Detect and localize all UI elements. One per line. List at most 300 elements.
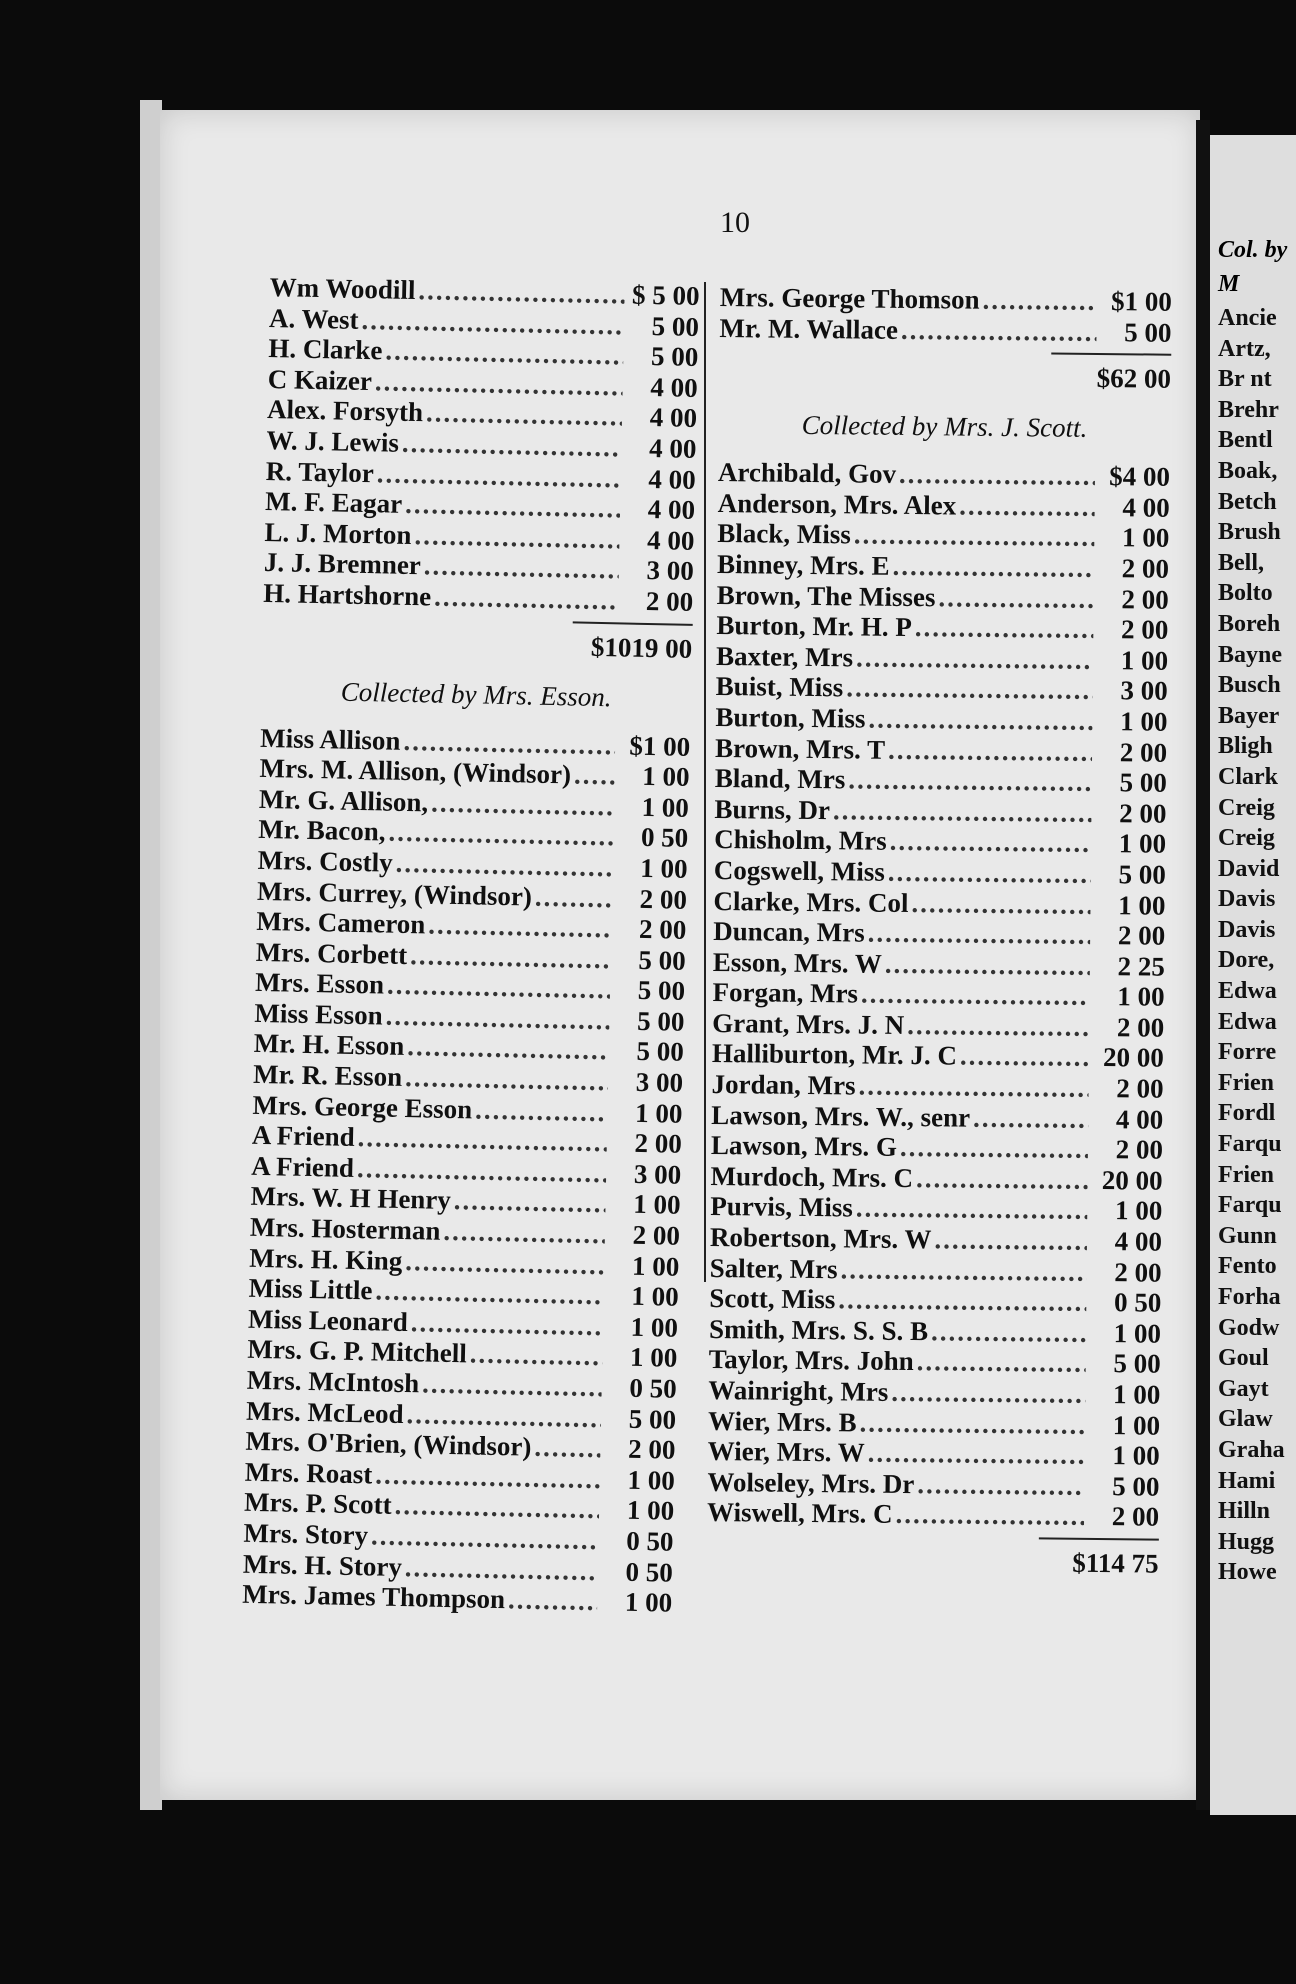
entry-row bbox=[718, 457, 1170, 492]
next-page-header-line: M bbox=[1218, 271, 1240, 297]
entry-amount: 1 00 bbox=[631, 1281, 679, 1312]
entry-row bbox=[716, 671, 1168, 706]
entry-row bbox=[707, 1497, 1159, 1532]
next-page-line: Forre bbox=[1218, 1039, 1277, 1066]
dot-leader bbox=[885, 948, 1090, 981]
entry-amount: 2 00 bbox=[645, 585, 694, 617]
next-page-line: Artz, bbox=[1218, 335, 1271, 362]
dot-leader bbox=[371, 1520, 599, 1555]
right-top-total: $62 00 bbox=[1096, 363, 1172, 394]
next-page-line: Frien bbox=[1218, 1161, 1274, 1188]
entry-name: Wier, Mrs. B bbox=[707, 1405, 857, 1438]
dot-leader bbox=[848, 764, 1092, 797]
dot-leader bbox=[938, 582, 1094, 614]
entry-name: Cogswell, Miss bbox=[713, 854, 885, 887]
next-page-lines bbox=[1210, 303, 1296, 1588]
entry-row bbox=[707, 1467, 1159, 1502]
entry-name: Mrs. McIntosh bbox=[246, 1364, 420, 1399]
entry-row bbox=[719, 313, 1171, 348]
entry-name: A Friend bbox=[251, 1120, 355, 1153]
entry-name: Grant, Mrs. J. N bbox=[712, 1007, 905, 1040]
dot-leader bbox=[917, 1469, 1084, 1501]
entry-name: Chisholm, Mrs bbox=[714, 824, 887, 857]
next-page-line: Busch bbox=[1218, 672, 1281, 699]
entry-row bbox=[710, 1253, 1162, 1288]
dot-leader bbox=[868, 1438, 1085, 1471]
next-page-line: Hilln bbox=[1218, 1498, 1271, 1525]
entry-name: Mr. R. Esson bbox=[252, 1058, 403, 1093]
dot-leader bbox=[377, 458, 622, 494]
entry-amount: 3 00 bbox=[1120, 675, 1168, 707]
entry-name: Mrs. H. Story bbox=[242, 1548, 403, 1582]
dot-leader bbox=[443, 1216, 605, 1250]
entry-row bbox=[711, 1100, 1163, 1135]
column-divider bbox=[704, 282, 706, 1282]
entry-amount: 4 00 bbox=[648, 463, 697, 495]
entry-name: Robertson, Mrs. W bbox=[709, 1221, 932, 1255]
dot-leader bbox=[868, 918, 1091, 951]
entry-amount: 0 50 bbox=[625, 1556, 674, 1588]
entry-name: Duncan, Mrs bbox=[713, 916, 865, 948]
entry-row bbox=[717, 549, 1169, 584]
entry-name: A Friend bbox=[250, 1150, 355, 1183]
entry-amount: 2 25 bbox=[1117, 950, 1166, 982]
entry-amount: 2 00 bbox=[1117, 920, 1166, 951]
next-page-line: Ancie bbox=[1218, 305, 1277, 331]
dot-leader bbox=[470, 1339, 603, 1372]
entry-amount: 1 00 bbox=[630, 1311, 679, 1343]
entry-amount: 0 50 bbox=[625, 1525, 674, 1557]
dot-leader bbox=[406, 1399, 601, 1434]
entry-name: Mrs. George Esson bbox=[252, 1089, 473, 1125]
entry-name: Alex. Forsyth bbox=[266, 394, 424, 428]
entry-name: Lawson, Mrs. G bbox=[710, 1130, 898, 1163]
entry-amount: 5 00 bbox=[1118, 859, 1166, 890]
entry-amount: 1 00 bbox=[1121, 522, 1170, 554]
entry-name: Esson, Mrs. W bbox=[712, 946, 883, 979]
next-page-line: Edwa bbox=[1218, 978, 1277, 1005]
entry-amount: 1 00 bbox=[1114, 1195, 1163, 1227]
next-page-line: Brush bbox=[1218, 519, 1281, 546]
dot-leader bbox=[535, 881, 613, 913]
entry-name: Mrs. Currey, (Windsor) bbox=[256, 875, 533, 912]
entry-amount: 1 00 bbox=[1120, 706, 1168, 737]
dot-leader bbox=[891, 1377, 1085, 1410]
entry-amount: 5 00 bbox=[636, 1005, 685, 1037]
next-page-header bbox=[1210, 235, 1296, 303]
next-page-line: Fento bbox=[1218, 1253, 1277, 1280]
dot-leader bbox=[890, 826, 1092, 859]
left-top-entries bbox=[263, 272, 700, 617]
entry-name: Brown, The Misses bbox=[716, 579, 936, 612]
dot-leader bbox=[840, 1254, 1086, 1287]
entry-amount: 20 00 bbox=[1102, 1042, 1165, 1074]
entry-row bbox=[714, 855, 1166, 890]
entry-row bbox=[717, 580, 1169, 615]
entry-row bbox=[714, 824, 1166, 859]
dot-leader bbox=[414, 520, 620, 555]
entry-name: Mrs. G. P. Mitchell bbox=[247, 1334, 468, 1369]
entry-row bbox=[711, 1130, 1163, 1165]
entry-row bbox=[717, 518, 1169, 553]
dot-leader bbox=[424, 551, 620, 586]
entry-row bbox=[709, 1283, 1161, 1318]
entry-name: Halliburton, Mr. J. C bbox=[711, 1038, 958, 1071]
dot-leader bbox=[426, 398, 623, 433]
dot-leader bbox=[385, 1000, 609, 1035]
entry-name: Mrs. George Thomson bbox=[719, 282, 980, 315]
entry-name: Mrs. M. Allison, (Windsor) bbox=[259, 753, 572, 790]
next-page-line: Bayer bbox=[1218, 702, 1280, 729]
entry-amount: $ 5 00 bbox=[631, 279, 700, 311]
dot-leader bbox=[388, 817, 613, 852]
dot-leader bbox=[403, 725, 615, 760]
dot-leader bbox=[422, 1368, 602, 1402]
left-column bbox=[242, 272, 700, 1618]
page-number: 10 bbox=[720, 206, 750, 239]
next-page-line: Goul bbox=[1218, 1345, 1269, 1372]
next-page-line: Betch bbox=[1218, 488, 1277, 515]
dot-leader bbox=[858, 1071, 1088, 1104]
entry-amount: 4 00 bbox=[646, 524, 695, 556]
dot-leader bbox=[888, 857, 1091, 890]
entry-amount: 2 00 bbox=[1115, 1134, 1164, 1165]
entry-amount: 1 00 bbox=[626, 1495, 675, 1527]
next-page-line: Forha bbox=[1218, 1284, 1281, 1310]
entry-name: Taylor, Mrs. John bbox=[708, 1344, 914, 1377]
entry-amount: 1 00 bbox=[1117, 981, 1165, 1012]
next-page-line: Creig bbox=[1218, 794, 1275, 821]
next-page-line: Farqu bbox=[1218, 1192, 1282, 1219]
entry-amount: 2 00 bbox=[1116, 1012, 1165, 1043]
entry-row bbox=[720, 282, 1172, 317]
dot-leader bbox=[899, 459, 1095, 492]
dot-leader bbox=[410, 940, 611, 975]
dot-leader bbox=[854, 520, 1095, 553]
right-top-rule bbox=[1051, 353, 1171, 356]
entry-amount: 1 00 bbox=[624, 1586, 673, 1618]
dot-leader bbox=[859, 1407, 1085, 1440]
entry-amount: 1 00 bbox=[1118, 828, 1167, 860]
entry-row bbox=[710, 1191, 1162, 1226]
entry-name: Burton, Mr. H. P bbox=[716, 610, 913, 643]
next-page-line: Boreh bbox=[1218, 610, 1281, 637]
entry-row bbox=[716, 610, 1168, 645]
dot-leader bbox=[385, 336, 624, 372]
entry-name: Salter, Mrs bbox=[709, 1252, 838, 1284]
next-page-line: Bligh bbox=[1218, 733, 1273, 760]
entry-name: Mrs. O'Brien, (Windsor) bbox=[245, 1425, 532, 1462]
entry-row bbox=[708, 1406, 1160, 1441]
dot-leader bbox=[428, 910, 612, 944]
right-column bbox=[706, 282, 1172, 1581]
entry-name: Jordan, Mrs bbox=[711, 1069, 856, 1101]
next-page-line: Frien bbox=[1218, 1069, 1274, 1096]
book-gutter bbox=[1196, 120, 1210, 1810]
entry-name: Forgan, Mrs bbox=[712, 977, 859, 1009]
next-page-header-line: Col. by bbox=[1218, 237, 1288, 263]
entry-amount: 2 00 bbox=[1111, 1501, 1160, 1533]
next-page-line: Brehr bbox=[1218, 396, 1279, 423]
dot-leader bbox=[395, 848, 613, 883]
left-section-heading: Collected by Mrs. Esson. bbox=[340, 676, 612, 712]
entry-name: Lawson, Mrs. W., senr bbox=[711, 1099, 971, 1133]
entry-name: R. Taylor bbox=[265, 455, 375, 488]
right-top-entries bbox=[719, 282, 1172, 348]
entry-amount: 4 00 bbox=[1114, 1226, 1163, 1257]
entry-name: Wainright, Mrs bbox=[708, 1374, 889, 1407]
dot-leader bbox=[407, 1032, 609, 1067]
dot-leader bbox=[895, 1499, 1084, 1532]
entry-amount: 1 00 bbox=[1112, 1379, 1161, 1410]
dot-leader bbox=[856, 1193, 1088, 1226]
entry-amount: $4 00 bbox=[1109, 461, 1171, 492]
entry-name: Anderson, Mrs. Alex bbox=[717, 487, 957, 521]
entry-name: Wier, Mrs. W bbox=[707, 1436, 865, 1468]
entry-name: Bland, Mrs bbox=[714, 763, 846, 795]
dot-leader bbox=[475, 1094, 608, 1127]
entry-amount: 0 50 bbox=[629, 1372, 678, 1404]
entry-name: A. West bbox=[268, 302, 359, 335]
next-page-line: Bentl bbox=[1218, 427, 1273, 454]
dot-leader bbox=[434, 581, 619, 615]
entry-name: L. J. Morton bbox=[264, 516, 412, 550]
dot-leader bbox=[846, 673, 1093, 706]
right-grand-total: $114 75 bbox=[1072, 1547, 1159, 1579]
dot-leader bbox=[418, 275, 625, 310]
entry-amount: 1 00 bbox=[632, 1189, 681, 1221]
entry-name: Mrs. McLeod bbox=[245, 1395, 404, 1429]
entry-amount: 2 00 bbox=[1116, 1073, 1164, 1104]
entry-name: Baxter, Mrs bbox=[715, 640, 854, 673]
entry-amount: 0 50 bbox=[640, 822, 689, 854]
entry-amount: 2 00 bbox=[639, 883, 688, 915]
entry-amount: 4 00 bbox=[647, 494, 696, 526]
next-page-line: Gayt bbox=[1218, 1375, 1269, 1402]
right-section-heading: Collected by Mrs. J. Scott. bbox=[801, 410, 1088, 444]
dot-leader bbox=[861, 979, 1090, 1012]
entry-amount: 0 50 bbox=[1113, 1287, 1162, 1318]
entry-name: Scott, Miss bbox=[709, 1283, 836, 1315]
dot-leader bbox=[838, 1285, 1086, 1318]
dot-leader bbox=[916, 1163, 1088, 1195]
entry-name: Mrs. James Thompson bbox=[241, 1578, 506, 1615]
entry-amount: 5 00 bbox=[637, 975, 686, 1007]
entry-name: Mrs. Roast bbox=[244, 1456, 373, 1490]
next-page-line: Fordl bbox=[1218, 1100, 1276, 1127]
entry-amount: 1 00 bbox=[627, 1464, 676, 1496]
entry-amount: 4 00 bbox=[649, 402, 698, 434]
dot-leader bbox=[959, 490, 1095, 522]
entry-name: Miss Leonard bbox=[247, 1303, 409, 1337]
entry-amount: 3 00 bbox=[635, 1066, 684, 1098]
entry-name: Clarke, Mrs. Col bbox=[713, 885, 909, 918]
entry-name: Miss Little bbox=[248, 1272, 373, 1306]
entry-row bbox=[718, 488, 1170, 523]
dot-leader bbox=[856, 642, 1093, 675]
entry-amount: 3 00 bbox=[646, 555, 695, 587]
right-total-rule bbox=[1039, 1537, 1159, 1540]
entry-row bbox=[712, 1008, 1164, 1043]
dot-leader bbox=[387, 970, 611, 1005]
left-entries bbox=[242, 722, 690, 1618]
entry-row bbox=[715, 733, 1167, 768]
entry-amount: 5 00 bbox=[651, 310, 700, 342]
entry-amount: 2 00 bbox=[1119, 797, 1167, 829]
page-edge-stack bbox=[140, 100, 162, 1810]
entry-name: Miss Allison bbox=[259, 722, 401, 756]
dot-leader bbox=[900, 1132, 1088, 1165]
entry-amount: 1 00 bbox=[1112, 1409, 1161, 1441]
entry-name: Purvis, Miss bbox=[710, 1191, 853, 1223]
next-page-line: Edwa bbox=[1218, 1008, 1277, 1035]
entry-name: Mrs. H. King bbox=[249, 1242, 403, 1276]
next-page-line: Godw bbox=[1218, 1314, 1280, 1341]
entry-amount: 1 00 bbox=[641, 761, 690, 793]
dot-leader bbox=[405, 1246, 605, 1281]
entry-name: Miss Esson bbox=[254, 997, 384, 1031]
entry-name: Mrs. Story bbox=[243, 1517, 369, 1551]
entry-name: Burton, Miss bbox=[715, 701, 866, 734]
dot-leader bbox=[907, 1010, 1089, 1042]
dot-leader bbox=[888, 734, 1092, 767]
entry-amount: 20 00 bbox=[1101, 1164, 1163, 1196]
entry-name: M. F. Eagar bbox=[264, 486, 403, 519]
entry-name: Wiswell, Mrs. C bbox=[706, 1497, 893, 1530]
entry-amount: 2 00 bbox=[627, 1433, 676, 1465]
next-page-line: Davis bbox=[1218, 916, 1276, 943]
entry-amount: 4 00 bbox=[650, 371, 698, 403]
dot-leader bbox=[394, 1490, 599, 1525]
entry-name: Mrs. W. H Henry bbox=[250, 1181, 452, 1216]
entry-row bbox=[713, 885, 1165, 920]
entry-amount: 1 00 bbox=[641, 791, 690, 823]
entry-amount: 2 00 bbox=[1114, 1256, 1162, 1288]
entry-amount: 2 00 bbox=[638, 913, 687, 945]
entry-amount: 5 00 bbox=[638, 944, 686, 976]
entry-name: Mr. H. Esson bbox=[253, 1028, 405, 1062]
entry-name: H. Clarke bbox=[268, 333, 383, 366]
entry-row bbox=[709, 1314, 1161, 1349]
next-page-line: Glaw bbox=[1218, 1406, 1273, 1433]
entry-row bbox=[714, 794, 1166, 829]
entry-row bbox=[708, 1375, 1160, 1410]
dot-leader bbox=[833, 795, 1092, 828]
entry-row bbox=[710, 1161, 1162, 1196]
entry-name: J. J. Bremner bbox=[263, 547, 422, 581]
entry-amount: 4 00 bbox=[648, 432, 697, 464]
entry-amount: 2 00 bbox=[632, 1219, 681, 1251]
entry-amount: 5 00 bbox=[1113, 1348, 1161, 1380]
entry-name: Murdoch, Mrs. C bbox=[710, 1160, 914, 1193]
next-page-line: Hugg bbox=[1218, 1528, 1275, 1555]
dot-leader bbox=[410, 1307, 603, 1342]
entry-amount: 2 00 bbox=[1121, 553, 1170, 584]
entry-row bbox=[712, 1038, 1164, 1073]
next-page-line: Davis bbox=[1218, 886, 1276, 913]
entry-name: Smith, Mrs. S. S. B bbox=[708, 1313, 929, 1347]
entry-name: Wm Woodill bbox=[269, 272, 416, 306]
entry-name: Black, Miss bbox=[717, 518, 852, 550]
next-page-line: Bolto bbox=[1218, 580, 1273, 607]
dot-leader bbox=[868, 704, 1092, 737]
entry-row bbox=[713, 916, 1165, 951]
entry-amount: 1 00 bbox=[1113, 1317, 1162, 1349]
entry-row bbox=[708, 1436, 1160, 1471]
entry-amount: 1 00 bbox=[640, 852, 688, 884]
dot-leader bbox=[405, 1552, 599, 1587]
next-page-line: Br nt bbox=[1218, 366, 1272, 393]
next-page-fragment bbox=[1210, 135, 1296, 1815]
entry-name: Mr. Bacon, bbox=[258, 814, 386, 847]
entry-amount: 1 00 bbox=[1120, 644, 1169, 676]
entry-name: Archibald, Gov bbox=[717, 457, 897, 490]
next-page-line: Graha bbox=[1218, 1436, 1285, 1463]
dot-leader bbox=[375, 1459, 600, 1494]
entry-amount: 2 00 bbox=[634, 1128, 683, 1160]
entry-name: Mr. G. Allison, bbox=[258, 783, 429, 818]
entry-name: Mrs. Hosterman bbox=[249, 1211, 441, 1246]
entry-amount: 5 00 bbox=[1124, 316, 1172, 348]
entry-row bbox=[713, 947, 1165, 982]
dot-leader bbox=[982, 285, 1097, 317]
entry-amount: 1 00 bbox=[629, 1342, 678, 1374]
entry-row bbox=[716, 641, 1168, 676]
next-page-line: Hami bbox=[1218, 1467, 1276, 1494]
dot-leader bbox=[508, 1584, 598, 1616]
entry-name: Wolseley, Mrs. Dr bbox=[707, 1466, 915, 1499]
entry-amount: 5 00 bbox=[1119, 767, 1167, 798]
entry-amount: 5 00 bbox=[628, 1403, 677, 1435]
entry-amount: $1 00 bbox=[629, 730, 691, 762]
entry-name: Binney, Mrs. E bbox=[716, 548, 890, 581]
entry-name: Mrs. Corbett bbox=[255, 936, 408, 970]
entry-name: H. Hartshorne bbox=[262, 577, 432, 612]
entry-name: C Kaizer bbox=[267, 363, 373, 396]
entry-name: Mrs. Esson bbox=[254, 967, 385, 1000]
entry-name: Mr. M. Wallace bbox=[719, 312, 899, 345]
next-page-line: Dore, bbox=[1218, 947, 1275, 974]
dot-leader bbox=[911, 888, 1090, 920]
entry-amount: 5 00 bbox=[636, 1036, 685, 1068]
entry-amount: 2 00 bbox=[1121, 583, 1169, 615]
dot-leader bbox=[934, 1224, 1087, 1256]
entry-amount: 4 00 bbox=[1122, 492, 1170, 523]
entry-name: Buist, Miss bbox=[715, 671, 844, 703]
next-page-line: Boak, bbox=[1218, 457, 1278, 484]
left-top-total: $1019 00 bbox=[590, 631, 693, 664]
dot-leader bbox=[454, 1185, 606, 1219]
entry-name: Burns, Dr bbox=[714, 793, 831, 825]
entry-name: W. J. Lewis bbox=[266, 424, 400, 458]
next-page-line: Howe bbox=[1218, 1559, 1277, 1586]
dot-leader bbox=[405, 1062, 609, 1097]
dot-leader bbox=[431, 787, 614, 821]
entry-row bbox=[709, 1344, 1161, 1379]
next-page-line: Creig bbox=[1218, 825, 1275, 852]
entry-name: Mrs. Cameron bbox=[256, 905, 426, 940]
entry-amount: $1 00 bbox=[1110, 286, 1172, 317]
entry-amount: 4 00 bbox=[1115, 1103, 1164, 1135]
dot-leader bbox=[402, 428, 622, 463]
dot-leader bbox=[960, 1041, 1089, 1073]
dot-leader bbox=[901, 314, 1097, 347]
dot-leader bbox=[534, 1432, 601, 1464]
entry-row bbox=[715, 763, 1167, 798]
dot-leader bbox=[405, 489, 621, 524]
dot-leader bbox=[915, 612, 1094, 644]
next-page-line: Bell, bbox=[1218, 549, 1264, 576]
